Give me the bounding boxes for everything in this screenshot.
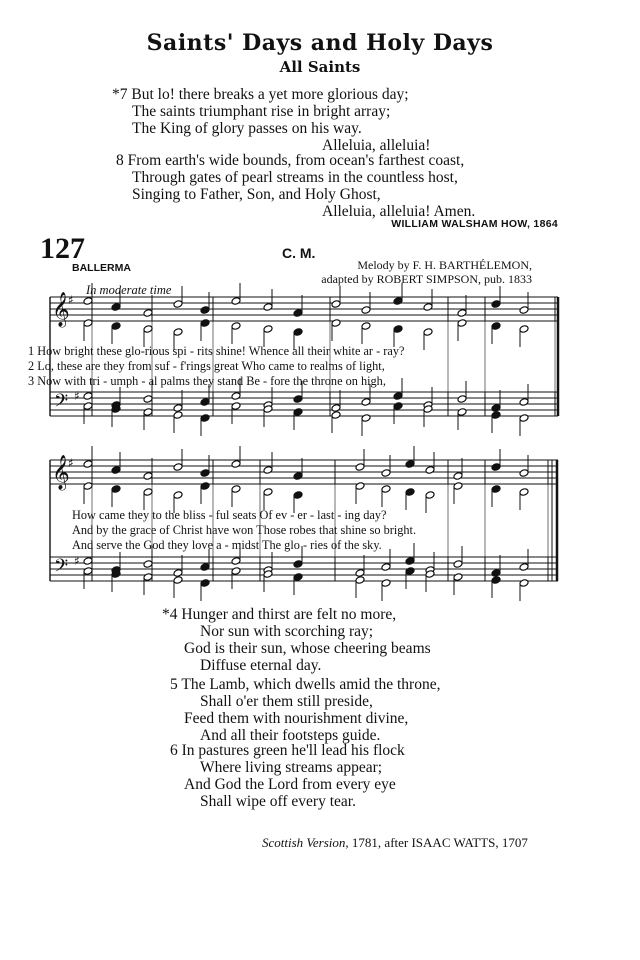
stanza-line: Nor sun with scorching ray; [200,623,374,640]
melody-credit-line: adapted by ROBERT SIMPSON, pub. 1833 [321,272,532,286]
stanza-line: Through gates of pearl streams in the countless host, [132,169,458,186]
lyric-line: 1 How bright these glo-rious spi - rits shine! Whence all their white ar - ray? [28,344,405,358]
footer-source: Scottish Version [262,835,346,850]
stanza-line: Where living streams appear; [200,759,383,776]
stanza-line: The saints triumphant rise in bright array; [132,103,391,120]
sharp-icon: ♯ [68,293,74,307]
page-section-subtitle: All Saints [279,58,361,76]
stanza-line: Shall wipe off every tear. [200,793,356,810]
melody-credit-line: Melody by F. H. BARTHÉLEMON, [357,258,532,272]
stanza-line: Alleluia, alleluia! Amen. [322,203,476,220]
stanza-line: 8 From earth's wide bounds, from ocean's farthest coast, [116,152,465,169]
lyric-line: How came they to the bliss - ful seats Of ev - er - last - ing day? [72,508,387,522]
treble-clef-icon: 𝄞 [52,292,70,327]
stanza-line: 5 The Lamb, which dwells amid the throne, [170,676,441,693]
stanza-line: The King of glory passes on his way. [132,120,362,137]
stanza-line: God is their sun, whose cheering beams [184,640,431,657]
lyric-line: 3 Now with tri - umph - al palms they stand Be - fore the throne on high, [28,374,386,388]
stanza-line: *7 But lo! there breaks a yet more glorious day; [112,86,409,103]
footer-rest: , 1781, after ISAAC WATTS, 1707 [345,835,528,850]
sharp-icon: ♯ [74,389,80,403]
treble-staff-1 [50,297,558,321]
stanza-6 [170,742,405,810]
stanza-line: And all their footsteps guide. [200,727,381,744]
hymn-meter: C. M. [282,245,316,261]
stanza-5 [170,676,440,744]
tune-name: BALLERMA [72,262,131,274]
stanza-line: Feed them with nourishment divine, [184,710,409,727]
stanza-4 [162,606,431,674]
page-section-title: Saints' Days and Holy Days [146,30,494,56]
lyric-line: And by the grace of Christ have won Those robes that shine so bright. [72,523,417,537]
text-attribution: WILLIAM WALSHAM HOW, 1864 [391,218,558,230]
tempo-marking: In moderate time [86,283,172,297]
stanza-line: *4 Hunger and thirst are felt no more, [162,606,397,623]
stanza-line: Shall o'er them still preside, [200,693,373,710]
footer-attribution [262,835,528,851]
lyric-line: And serve the God they love a - midst The glo - ries of the sky. [72,538,382,552]
stanza-line: Diffuse eternal day. [200,657,322,674]
treble-clef-icon: 𝄞 [52,455,70,490]
stanza-line: 6 In pastures green he'll lead his flock [170,742,405,759]
sharp-icon: ♯ [74,554,80,568]
lyric-line: 2 Lo, these are they from suf - f'rings great Who came to realms of light, [28,359,385,373]
bass-staff-1 [50,392,558,416]
bass-staff-2 [50,557,558,581]
stanza-line: Alleluia, alleluia! [322,137,431,154]
stanza-line: And God the Lord from every eye [184,776,396,793]
bass-clef-icon: 𝄢 [54,556,69,581]
hymn-number: 127 [40,232,85,265]
stanza-line: Singing to Father, Son, and Holy Ghost, [132,186,381,203]
lyrics-system-1 [28,344,404,389]
bass-clef-icon: 𝄢 [54,391,69,416]
lyrics-system-2 [72,508,416,553]
sharp-icon: ♯ [68,456,74,470]
treble-staff-2 [50,460,558,484]
